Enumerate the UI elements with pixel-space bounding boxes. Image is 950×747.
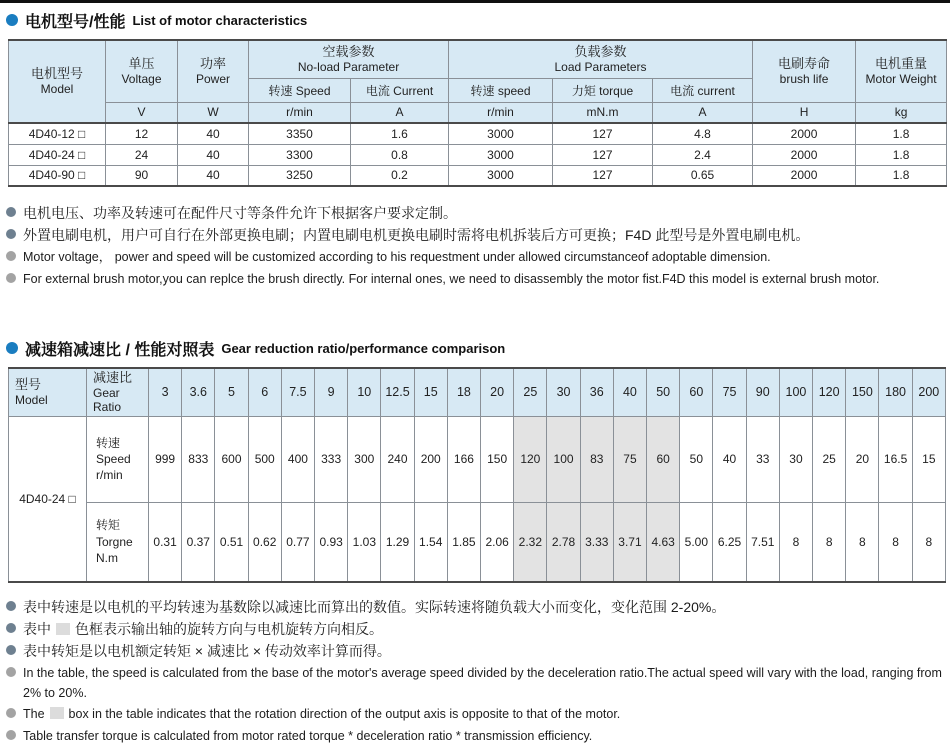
torque-value-cell: 6.25 [713,502,746,582]
motor-row-3 [9,165,947,186]
unit-cell: A [653,102,753,123]
col-header-weight-en: Motor Weight [865,72,937,87]
torque-value-cell: 0.62 [248,502,281,582]
speed-row [9,416,946,502]
note-bullet-icon [6,708,16,718]
gray-box-swatch-icon [56,623,70,635]
note-text-pre: 表中转矩是以电机额定转矩 × 减速比 × 传动效率计算而得。 [23,643,391,659]
col-header-ratio-en: Gear Ratio [93,385,122,415]
speed-value-cell: 75 [613,416,646,502]
col-header-power-zh: 功率 [199,55,226,71]
section2-title [6,337,950,359]
motor-row-2 [9,144,947,165]
col-group-noload-zh: 空载参数 [322,43,375,59]
torque-value-cell: 0.77 [281,502,314,582]
section1-title [6,9,950,31]
note-text [23,641,391,661]
ratio-header-cell: 150 [846,368,879,416]
col-header-brush-zh: 电刷寿命 [778,55,831,71]
note-text: For external brush motor,you can replce the brush directly. For internal ones, we need to disassembly the motor fist.F4D this model is external brush motor. [23,272,880,286]
note-text-pre: The [23,707,45,721]
speed-value-cell: 240 [381,416,414,502]
speed-value-cell: 50 [680,416,713,502]
motor-value-cell: 2.4 [653,144,753,165]
col-header-model-en: Model [40,82,74,97]
top-divider [0,0,950,3]
speed-value-cell: 120 [514,416,547,502]
speed-label-zh: 转速 [96,435,121,450]
unit-cell: W [178,102,249,123]
motor-value-cell: 0.2 [351,165,449,186]
speed-value-cell: 20 [846,416,879,502]
note-line [6,704,950,725]
ratio-header-cell: 18 [447,368,480,416]
torque-value-cell: 2.06 [481,502,514,582]
gear-model-cell: 4D40-24 □ [9,416,87,582]
section1-title-zh: 电机型号/性能 [25,13,126,31]
note-line [6,225,950,246]
ratio-header-cell: 60 [680,368,713,416]
col-group-load-en: Load Parameters [554,60,647,75]
ratio-header-cell: 30 [547,368,580,416]
motor-value-cell: 1.8 [856,123,947,144]
ratio-header-cell: 36 [580,368,613,416]
motor-model-cell: 4D40-12 □ [9,123,106,144]
speed-value-cell: 60 [647,416,680,502]
note-text [23,619,383,639]
col-header-power [178,40,249,102]
col-header-model-zh: 电机型号 [30,66,83,82]
gear-ratio-header-row [9,368,946,416]
note-bullet-icon [6,667,16,677]
section2-title-en: Gear reduction ratio/performance comparison [221,340,506,356]
ratio-header-cell: 6 [248,368,281,416]
motor-value-cell: 127 [553,165,653,186]
motor-value-cell: 12 [106,123,178,144]
ratio-header-cell: 75 [713,368,746,416]
col-header-load-speed: 转速 speed [449,78,553,102]
col-header-load-current: 电流 current [653,78,753,102]
col-header-brush-en: brush life [779,72,829,87]
col-header-model2-zh: 型号 [15,376,42,392]
note-bullet-icon [6,623,16,633]
note-text [23,704,620,724]
unit-cell: A [351,102,449,123]
section2-notes [6,597,950,747]
unit-cell: r/min [449,102,553,123]
ratio-header-cell: 3.6 [182,368,215,416]
motor-value-cell: 0.65 [653,165,753,186]
motor-characteristics-table [8,39,947,187]
note-text: Motor voltage， power and speed will be customized according to his requestment under allowed circumstanceof adoptable dimension. [23,250,771,264]
speed-value-cell: 166 [447,416,480,502]
col-header-power-en: Power [195,72,230,87]
motor-value-cell: 3300 [249,144,351,165]
torque-value-cell: 5.00 [680,502,713,582]
note-line [6,203,950,224]
col-header-noload-current: 电流 Current [351,78,449,102]
torque-label-unit: N.m [96,550,118,565]
torque-value-cell: 1.54 [414,502,447,582]
motor-value-cell: 3000 [449,165,553,186]
ratio-header-cell: 5 [215,368,248,416]
torque-value-cell: 8 [813,502,846,582]
speed-value-cell: 100 [547,416,580,502]
note-text-post: box in the table indicates that the rotation direction of the output axis is opposite to that of the motor. [68,707,621,721]
torque-value-cell: 0.37 [182,502,215,582]
speed-value-cell: 400 [281,416,314,502]
ratio-header-cell: 100 [779,368,812,416]
torque-value-cell: 8 [879,502,912,582]
motor-value-cell: 3000 [449,144,553,165]
motor-value-cell: 4.8 [653,123,753,144]
ratio-header-cell: 3 [149,368,182,416]
note-bullet-icon [6,207,16,217]
motor-value-cell: 3250 [249,165,351,186]
motor-model-cell: 4D40-24 □ [9,144,106,165]
torque-value-cell: 0.31 [149,502,182,582]
note-line [6,269,950,290]
ratio-header-cell: 7.5 [281,368,314,416]
note-text: 外置电刷电机，用户可自行在外部更换电刷；内置电刷电机更换电刷时需将电机拆装后方可更换；F4D 此型号是外置电刷电机。 [23,227,810,243]
torque-row [9,502,946,582]
note-bullet-icon [6,273,16,283]
speed-value-cell: 15 [912,416,945,502]
note-text-post: 色框表示输出轴的旋转方向与电机旋转方向相反。 [75,621,383,637]
note-text-pre: Table transfer torque is calculated from motor rated torque * deceleration ratio * transmission efficiency. [23,729,593,743]
motor-value-cell: 1.8 [856,144,947,165]
col-header-load-torque: 力矩 torque [553,78,653,102]
unit-cell: V [106,102,178,123]
motor-value-cell: 3350 [249,123,351,144]
speed-value-cell: 500 [248,416,281,502]
note-bullet-icon [6,229,16,239]
speed-value-cell: 833 [182,416,215,502]
col-header-weight-zh: 电机重量 [875,55,928,71]
motor-model-cell: 4D40-90 □ [9,165,106,186]
note-line [6,597,950,618]
speed-value-cell: 200 [414,416,447,502]
speed-value-cell: 40 [713,416,746,502]
col-header-motor-weight [856,40,947,102]
speed-row-label [87,416,149,502]
note-text [23,726,592,746]
section1-title-en: List of motor characteristics [132,12,308,28]
motor-value-cell: 40 [178,144,249,165]
speed-value-cell: 600 [215,416,248,502]
ratio-header-cell: 40 [613,368,646,416]
motor-value-cell: 1.6 [351,123,449,144]
col-header-brush-life [753,40,856,102]
note-text-pre: 表中 [23,621,51,637]
units-row [9,102,947,123]
col-group-noload [249,40,449,78]
motor-value-cell: 40 [178,165,249,186]
torque-value-cell: 3.71 [613,502,646,582]
gear-ratio-table [8,367,946,583]
section2-title-zh: 减速箱减速比 / 性能对照表 [25,341,215,359]
ratio-header-cell: 10 [348,368,381,416]
ratio-header-cell: 90 [746,368,779,416]
col-header-voltage-en: Voltage [121,72,162,87]
ratio-header-cell: 25 [514,368,547,416]
note-text-pre: In the table, the speed is calculated from the base of the motor's average speed divided by the deceleration ratio.The actual speed will vary with the load, ranging from 2% to 20%. [23,666,942,700]
note-text-pre: 表中转速是以电机的平均转速为基数除以减速比而算出的数值。实际转速将随负载大小而变化，变化范围 2-20%。 [23,599,726,615]
ratio-header-cell: 180 [879,368,912,416]
torque-value-cell: 8 [846,502,879,582]
motor-value-cell: 3000 [449,123,553,144]
col-group-load [449,40,753,78]
note-text [23,663,950,703]
torque-value-cell: 0.93 [315,502,348,582]
unit-cell: r/min [249,102,351,123]
col-group-noload-en: No-load Parameter [297,60,400,75]
col-header-model2 [9,368,87,416]
note-line [6,247,950,268]
unit-cell: mN.m [553,102,653,123]
torque-label-zh: 转矩 [96,518,121,533]
note-line [6,726,950,747]
col-header-voltage [106,40,178,102]
speed-value-cell: 333 [315,416,348,502]
ratio-header-cell: 200 [912,368,945,416]
motor-value-cell: 24 [106,144,178,165]
motor-value-cell: 2000 [753,165,856,186]
speed-value-cell: 33 [746,416,779,502]
motor-value-cell: 0.8 [351,144,449,165]
torque-value-cell: 1.29 [381,502,414,582]
speed-label-en: Speed [96,451,131,466]
speed-value-cell: 25 [813,416,846,502]
motor-value-cell: 127 [553,123,653,144]
note-line [6,641,950,662]
bullet-circle-icon [6,342,18,354]
torque-value-cell: 4.63 [647,502,680,582]
col-header-gear-ratio [87,368,149,416]
torque-value-cell: 7.51 [746,502,779,582]
col-group-load-zh: 负载参数 [574,43,627,59]
col-header-ratio-zh: 减速比 [93,369,133,385]
speed-label-unit: r/min [96,468,123,483]
motor-value-cell: 2000 [753,123,856,144]
unit-cell: kg [856,102,947,123]
col-header-model [9,40,106,123]
torque-label-en: Torgne [96,534,133,549]
ratio-header-cell: 12.5 [381,368,414,416]
torque-value-cell: 8 [912,502,945,582]
torque-value-cell: 1.03 [348,502,381,582]
motor-value-cell: 90 [106,165,178,186]
ratio-header-cell: 120 [813,368,846,416]
note-bullet-icon [6,251,16,261]
speed-value-cell: 300 [348,416,381,502]
ratio-header-cell: 15 [414,368,447,416]
speed-value-cell: 16.5 [879,416,912,502]
col-header-noload-speed: 转速 Speed [249,78,351,102]
ratio-header-cell: 50 [647,368,680,416]
motor-value-cell: 127 [553,144,653,165]
speed-value-cell: 30 [779,416,812,502]
note-bullet-icon [6,730,16,740]
torque-value-cell: 1.85 [447,502,480,582]
note-text [23,597,725,617]
speed-value-cell: 999 [149,416,182,502]
note-bullet-icon [6,645,16,655]
col-header-model2-en: Model [15,393,48,408]
motor-value-cell: 40 [178,123,249,144]
torque-value-cell: 8 [779,502,812,582]
bullet-circle-icon [6,14,18,26]
motor-value-cell: 2000 [753,144,856,165]
unit-cell: H [753,102,856,123]
torque-value-cell: 3.33 [580,502,613,582]
note-text: 电机电压、功率及转速可在配件尺寸等条件允许下根据客户要求定制。 [23,205,457,221]
motor-row-1 [9,123,947,144]
note-line [6,663,950,703]
note-line [6,619,950,640]
section1-notes [6,203,950,290]
ratio-header-cell: 20 [481,368,514,416]
gray-box-swatch-icon [50,707,64,719]
torque-value-cell: 2.32 [514,502,547,582]
speed-value-cell: 83 [580,416,613,502]
motor-value-cell: 1.8 [856,165,947,186]
torque-row-label [87,502,149,582]
torque-value-cell: 0.51 [215,502,248,582]
ratio-header-cell: 9 [315,368,348,416]
col-header-voltage-zh: 单压 [128,55,155,71]
note-bullet-icon [6,601,16,611]
torque-value-cell: 2.78 [547,502,580,582]
speed-value-cell: 150 [481,416,514,502]
